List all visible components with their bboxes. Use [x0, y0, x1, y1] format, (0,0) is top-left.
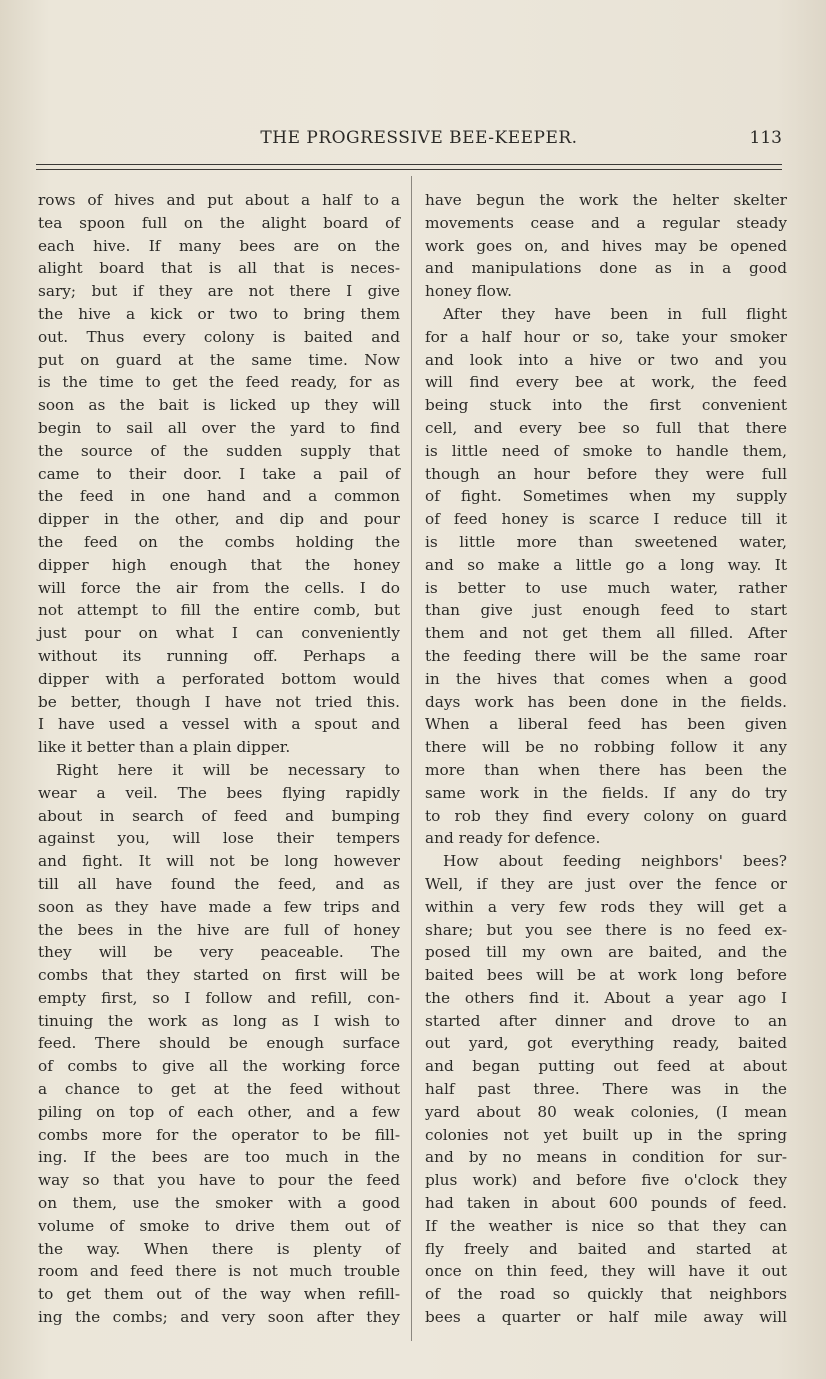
text-line: tea spoon full on the alight board of — [38, 213, 400, 232]
page-header — [36, 128, 782, 156]
text-line: combs that they started on first will be — [38, 966, 400, 985]
column-divider — [411, 176, 412, 1341]
text-line: till all have found the feed, and as — [38, 874, 400, 893]
text-line: out. Thus every colony is baited and — [38, 327, 400, 346]
text-line: started after dinner and drove to an — [425, 1011, 787, 1030]
text-line: room and feed there is not much trouble — [38, 1262, 400, 1281]
text-line: though an hour before they were full — [425, 464, 787, 483]
text-line: against you, will lose their tempers — [38, 829, 400, 848]
text-line: is little need of smoke to handle them, — [425, 441, 787, 460]
text-line: plus work) and before five o'clock they — [425, 1171, 787, 1190]
text-line: the others find it. About a year ago I — [425, 988, 787, 1007]
text-line: yard about 80 weak colonies, (I mean — [425, 1102, 787, 1121]
text-line: dipper high enough that the honey — [38, 555, 400, 574]
text-line: more than when there has been the — [425, 760, 787, 779]
text-line: and look into a hive or two and you — [425, 350, 787, 369]
text-line: bees a quarter or half mile away will — [425, 1308, 787, 1327]
text-line: of the road so quickly that neighbors — [425, 1285, 787, 1304]
text-line: on them, use the smoker with a good — [38, 1194, 400, 1213]
text-line: like it better than a plain dipper. — [38, 738, 291, 757]
text-line: baited bees will be at work long before — [425, 966, 787, 985]
page-number: 113 — [749, 128, 782, 148]
text-line: the way. When there is plenty of — [38, 1239, 400, 1258]
text-line: If the weather is nice so that they can — [425, 1216, 787, 1235]
text-line: than give just enough feed to start — [425, 601, 787, 620]
text-line: being stuck into the first convenient — [425, 396, 787, 415]
text-line: cell, and every bee so full that there — [425, 418, 787, 437]
text-line: ing. If the bees are too much in the — [38, 1148, 400, 1167]
text-line: way so that you have to pour the feed — [38, 1171, 400, 1190]
text-line: After they have been in full flight — [443, 304, 787, 323]
text-line: the feed on the combs holding the — [38, 532, 400, 551]
text-line: How about feeding neighbors' bees? — [443, 852, 787, 871]
text-line: alight board that is all that is neces- — [38, 259, 400, 278]
text-line: in the hives that comes when a good — [425, 669, 787, 688]
text-line: about in search of feed and bumping — [38, 806, 400, 825]
right-column — [425, 189, 787, 1329]
text-line: the feed in one hand and a common — [38, 487, 400, 506]
text-line: Right here it will be necessary to — [56, 760, 400, 779]
text-line: Well, if they are just over the fence or — [425, 874, 787, 893]
text-line: without its running off. Perhaps a — [38, 646, 400, 665]
text-line: the hive a kick or two to bring them — [38, 304, 400, 323]
text-line: fly freely and baited and started at — [425, 1239, 787, 1258]
text-line: combs more for the operator to be fill- — [38, 1125, 400, 1144]
text-line: out yard, got everything ready, baited — [425, 1034, 787, 1053]
text-line: of feed honey is scarce I reduce till it — [425, 510, 787, 529]
text-line: dipper in the other, and dip and pour — [38, 510, 400, 529]
text-line: have begun the work the helter skelter — [425, 191, 787, 209]
text-line: When a liberal feed has been given — [425, 715, 787, 734]
text-line: and so make a little go a long way. It — [425, 555, 787, 574]
text-line: is the time to get the feed ready, for as — [38, 373, 400, 392]
text-line: they will be very peaceable. The — [38, 943, 400, 962]
text-line: and by no means in condition for sur- — [425, 1148, 787, 1167]
text-line: sary; but if they are not there I give — [38, 282, 400, 301]
header-rule-top — [36, 164, 782, 165]
text-line: of fight. Sometimes when my supply — [425, 487, 787, 506]
text-line: is little more than sweetened water, — [425, 532, 787, 551]
left-column — [38, 189, 400, 1329]
text-line: the feeding there will be the same roar — [425, 646, 787, 665]
text-line: work goes on, and hives may be opened — [425, 236, 787, 255]
text-line: is better to use much water, rather — [425, 578, 787, 597]
text-line: soon as they have made a few trips and — [38, 897, 400, 916]
text-line: soon as the bait is licked up they will — [38, 396, 400, 415]
text-line: will find every bee at work, the feed — [425, 373, 787, 392]
text-line: had taken in about 600 pounds of feed. — [425, 1194, 787, 1213]
text-line: share; but you see there is no feed ex- — [425, 920, 787, 939]
text-line: to rob they find every colony on guard — [425, 806, 787, 825]
text-line: once on thin feed, they will have it out — [425, 1262, 787, 1281]
text-line: begin to sail all over the yard to find — [38, 418, 400, 437]
running-title: THE PROGRESSIVE BEE-KEEPER. — [260, 128, 578, 148]
text-line: tinuing the work as long as I wish to — [38, 1011, 400, 1030]
text-line: and began putting out feed at about — [425, 1057, 787, 1076]
text-line: colonies not yet built up in the spring — [425, 1125, 787, 1144]
text-line: volume of smoke to drive them out of — [38, 1216, 400, 1235]
header-rule-bottom — [36, 169, 782, 170]
text-line: there will be no robbing follow it any — [425, 738, 787, 757]
text-line: rows of hives and put about a half to a — [38, 191, 400, 209]
text-line: of combs to give all the working force — [38, 1057, 400, 1076]
text-line: half past three. There was in the — [425, 1080, 787, 1099]
text-line: within a very few rods they will get a — [425, 897, 787, 916]
text-line: each hive. If many bees are on the — [38, 236, 400, 255]
text-line: posed till my own are baited, and the — [425, 943, 787, 962]
text-line: the bees in the hive are full of honey — [38, 920, 400, 939]
text-line: movements cease and a regular steady — [425, 213, 787, 232]
text-line: will force the air from the cells. I do — [38, 578, 400, 597]
text-line: came to their door. I take a pail of — [38, 464, 400, 483]
text-line: I have used a vessel with a spout and — [38, 715, 400, 734]
text-line: and manipulations done as in a good — [425, 259, 787, 278]
text-line: a chance to get at the feed without — [38, 1080, 400, 1099]
text-line: just pour on what I can conveniently — [38, 624, 400, 643]
text-line: same work in the fields. If any do try — [425, 783, 787, 802]
text-line: for a half hour or so, take your smoker — [425, 327, 787, 346]
text-line: wear a veil. The bees flying rapidly — [38, 783, 400, 802]
text-line: be better, though I have not tried this. — [38, 692, 400, 711]
text-line: the source of the sudden supply that — [38, 441, 400, 460]
text-line: honey flow. — [425, 282, 513, 301]
text-line: to get them out of the way when refill- — [38, 1285, 400, 1304]
text-line: put on guard at the same time. Now — [38, 350, 400, 369]
text-line: days work has been done in the fields. — [425, 692, 787, 711]
text-line: and fight. It will not be long however — [38, 852, 400, 871]
text-line: and ready for defence. — [425, 829, 601, 848]
text-line: empty first, so I follow and refill, con- — [38, 988, 400, 1007]
text-line: dipper with a perforated bottom would — [38, 669, 400, 688]
text-line: piling on top of each other, and a few — [38, 1102, 400, 1121]
text-line: them and not get them all filled. After — [425, 624, 787, 643]
text-line: not attempt to fill the entire comb, but — [38, 601, 400, 620]
text-line: feed. There should be enough surface — [38, 1034, 400, 1053]
text-line: ing the combs; and very soon after they — [38, 1308, 400, 1327]
